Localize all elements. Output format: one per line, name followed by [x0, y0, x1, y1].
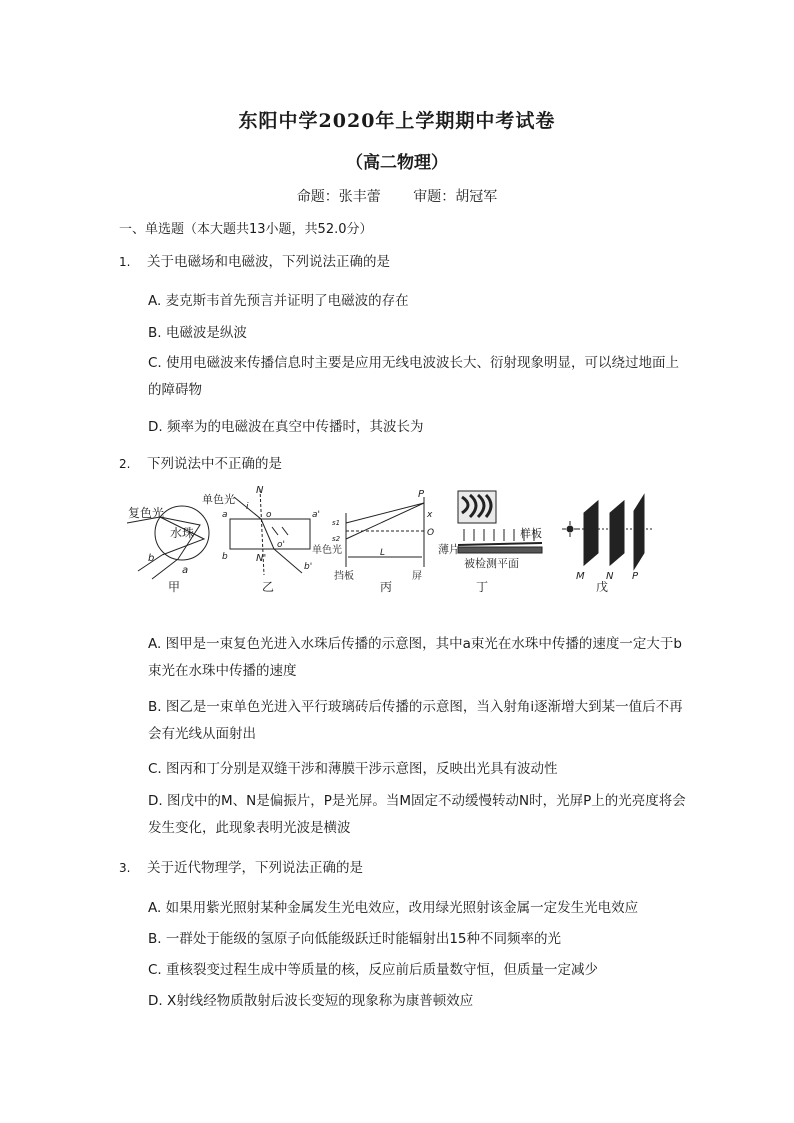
- option: C. 重核裂变过程生成中等质量的核，反应前后质量数守恒，但质量一定减少: [148, 962, 599, 978]
- yi-label: o: [266, 510, 272, 520]
- option: D. X射线经物质散射后波长变短的现象称为康普顿效应: [148, 993, 474, 1009]
- bing-label: O: [427, 528, 435, 538]
- question-1-stem: [119, 250, 390, 270]
- bing-label: x: [427, 510, 433, 520]
- yi-label: N: [256, 485, 264, 496]
- option: A. 麦克斯韦首先预言并证明了电磁波的存在: [148, 293, 409, 309]
- bing-label: L: [380, 548, 386, 558]
- yi-label: i: [246, 502, 249, 512]
- option: B. 一群处于能级的氢原子向低能级跃迁时能辐射出15种不同频率的光: [148, 931, 562, 947]
- question-2-stem: [119, 452, 282, 472]
- option: D. 频率为的电磁波在真空中传播时，其波长为: [148, 419, 424, 435]
- reviewer: 审题：胡冠军: [413, 189, 498, 205]
- exam-subtitle: （高二物理）: [346, 153, 448, 173]
- bing-label: P: [418, 489, 425, 500]
- authors-line: [0, 186, 794, 206]
- question-text: 关于电磁场和电磁波，下列说法正确的是: [147, 254, 390, 270]
- question-number: 1.: [119, 255, 131, 269]
- jia-label: b: [148, 553, 155, 564]
- question-text: 下列说法中不正确的是: [147, 456, 282, 472]
- yi-label: a': [312, 510, 320, 520]
- wu-label: 戊: [596, 580, 609, 594]
- proposer: 命题：张丰蕾: [296, 189, 381, 205]
- option: D. 图戊中的M、N是偏振片，P是光屏。当M固定不动缓慢转动N时，光屏P上的光亮度将会发生变化，此现象表明光波是横波: [148, 793, 686, 836]
- ding-label: 薄片: [438, 543, 460, 556]
- yi-label: b': [304, 562, 313, 572]
- option: B. 图乙是一束单色光进入平行玻璃砖后传播的示意图，当入射角i逐渐增大到某一值后不再会有光线从面射出: [148, 699, 683, 742]
- yi-label: b: [222, 552, 228, 562]
- jia-label: 水珠: [170, 526, 195, 540]
- question-text: 关于近代物理学，下列说法正确的是: [147, 860, 363, 876]
- figure-ding: [438, 491, 542, 594]
- wu-label: P: [632, 571, 639, 582]
- figure-yi: [202, 485, 320, 594]
- yi-label: N': [256, 553, 267, 564]
- jia-label: 甲: [168, 580, 181, 594]
- wu-label: M: [576, 571, 585, 582]
- bing-label: 挡板: [334, 571, 354, 582]
- option: C. 图丙和丁分别是双缝干涉和薄膜干涉示意图，反映出光具有波动性: [148, 761, 558, 777]
- option: B. 电磁波是纵波: [148, 325, 247, 341]
- section-heading: 一、单选题（本大题共13小题，共52.0分）: [119, 222, 373, 237]
- wu-label: N: [606, 571, 614, 582]
- figure-wu: [562, 495, 652, 594]
- question-3-stem: [119, 856, 363, 876]
- option: A. 如果用紫光照射某种金属发生光电效应，改用绿光照射该金属一定发生光电效应: [148, 900, 639, 916]
- yi-label: a: [222, 510, 228, 520]
- figure-bing: [312, 489, 434, 594]
- bing-label: 单色光: [312, 545, 342, 556]
- ding-label: 样板: [520, 527, 542, 540]
- bing-label: s2: [332, 535, 341, 543]
- jia-label: a: [182, 565, 189, 576]
- option: C. 使用电磁波来传播信息时主要是应用无线电波波长大、衍射现象明显，可以绕过地面上的障碍物: [148, 355, 680, 398]
- question-number: 2.: [119, 457, 131, 471]
- bing-label: 丙: [380, 580, 393, 594]
- question-number: 3.: [119, 861, 131, 875]
- optics-figure: [122, 483, 667, 595]
- ding-label: 丁: [476, 580, 489, 594]
- figure-jia: [127, 505, 209, 594]
- option: A. 图甲是一束复色光进入水珠后传播的示意图，其中a束光在水珠中传播的速度一定大于b束光在水珠中传播的速度: [148, 636, 682, 679]
- bing-label: 屏: [412, 571, 422, 582]
- yi-label: 乙: [262, 580, 275, 594]
- jia-label: 复色光: [128, 506, 165, 520]
- yi-label: o': [277, 540, 285, 550]
- bing-label: s1: [332, 519, 341, 527]
- exam-title: 东阳中学2020年上学期期中考试卷: [238, 110, 556, 132]
- yi-label: 单色光: [202, 493, 235, 506]
- ding-label: 被检测平面: [464, 557, 519, 570]
